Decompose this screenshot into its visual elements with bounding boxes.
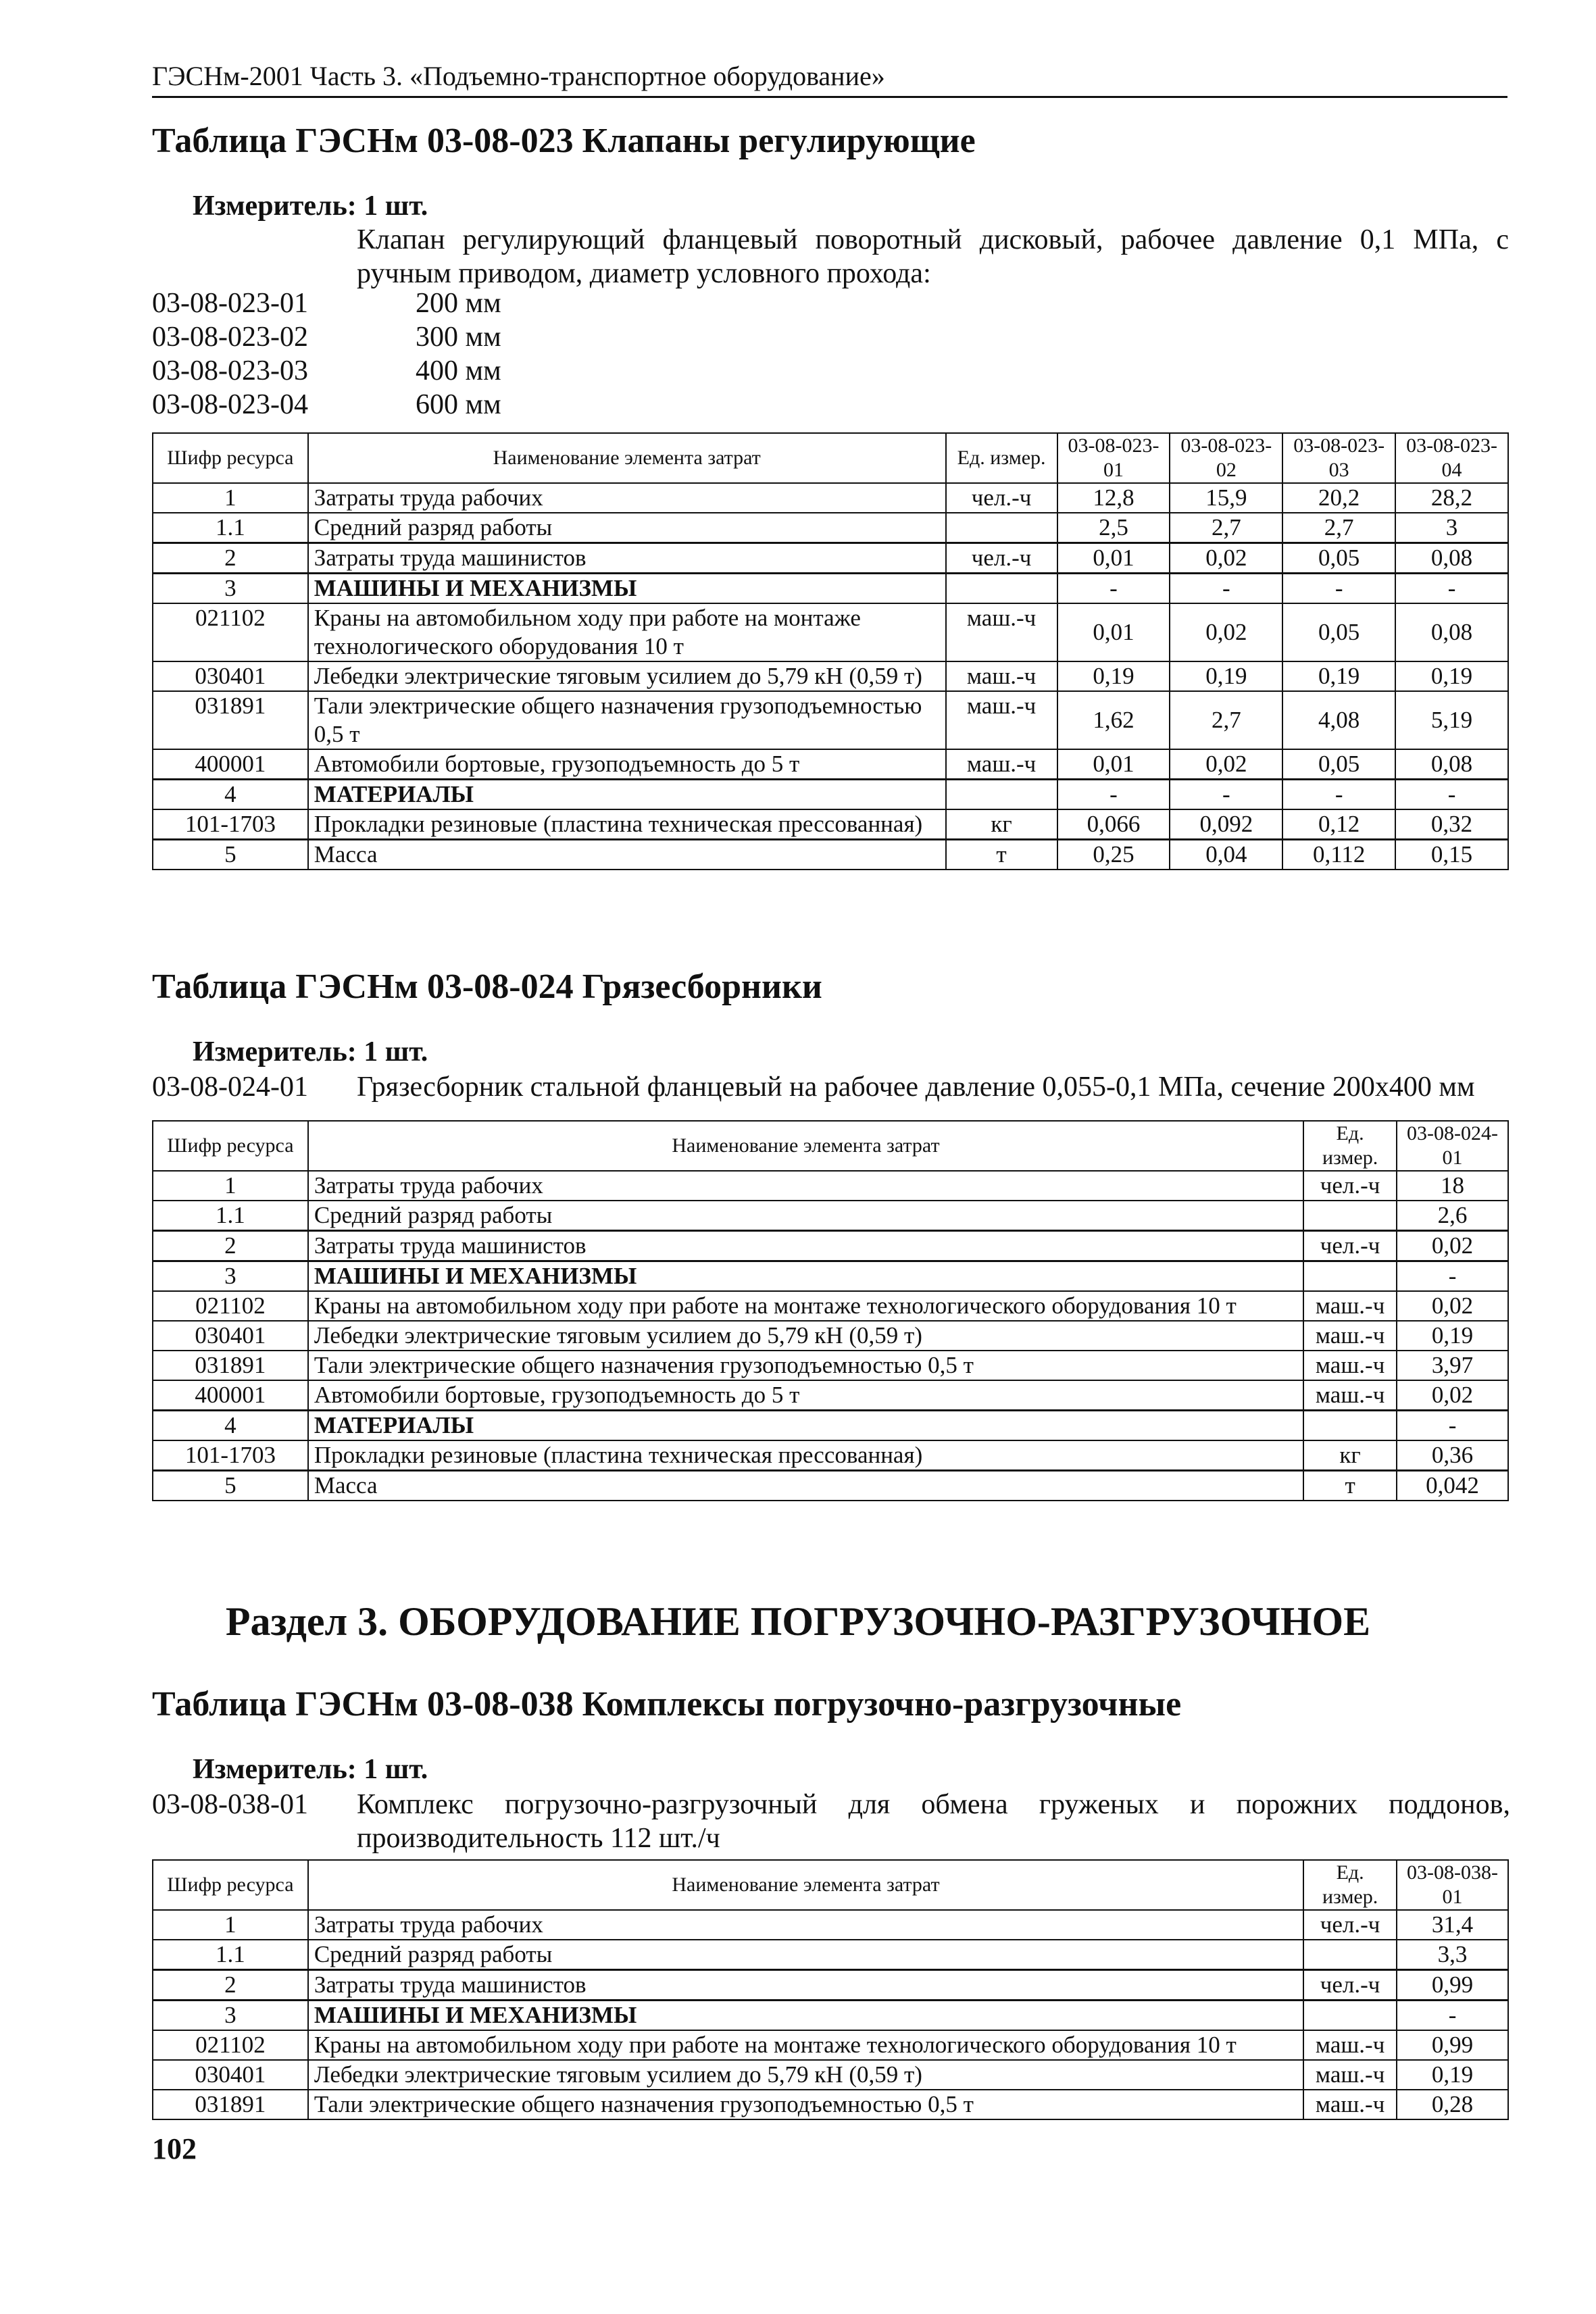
cost-element-name: Масса	[308, 840, 946, 870]
code-row	[152, 320, 618, 354]
header-name: Наименование элемента затрат	[308, 1860, 1303, 1910]
resource-code: 031891	[153, 1351, 308, 1380]
meter-label: Измеритель:	[193, 1036, 357, 1067]
resource-code: 1	[153, 1171, 308, 1201]
cost-element-name: Затраты труда машинистов	[308, 1970, 1303, 2001]
header-name: Наименование элемента затрат	[308, 433, 946, 483]
norm-table-03-08-023	[152, 432, 1509, 870]
header-col: 03-08-023-03	[1282, 433, 1395, 483]
unit: маш.-ч	[946, 691, 1057, 749]
cost-element-name: Затраты труда рабочих	[308, 483, 946, 513]
cost-element-name: Тали электрические общего назначения грузоподъемностью 0,5 т	[308, 2090, 1303, 2119]
cost-element-name: МАШИНЫ И МЕХАНИЗМЫ	[308, 2001, 1303, 2031]
value-cell: 0,02	[1397, 1231, 1508, 1261]
resource-code: 031891	[153, 691, 308, 749]
value-cell: -	[1397, 2001, 1508, 2031]
resource-code: 021102	[153, 603, 308, 661]
cost-element-name: Затраты труда машинистов	[308, 543, 946, 574]
cost-element-name: Краны на автомобильном ходу при работе на монтаже технологического оборудования 10 т	[308, 603, 946, 661]
resource-code: 5	[153, 840, 308, 870]
value-cell: -	[1397, 1261, 1508, 1292]
value-cell: 0,02	[1170, 543, 1282, 574]
value-cell: -	[1395, 574, 1508, 604]
table-row	[153, 1351, 1508, 1380]
code-row	[152, 286, 618, 320]
resource-code: 030401	[153, 2060, 308, 2090]
value-cell: 0,19	[1395, 661, 1508, 691]
table-row	[153, 1440, 1508, 1471]
header-unit: Ед. измер.	[1303, 1121, 1397, 1171]
page-number: 102	[152, 2132, 197, 2165]
value-cell: 0,99	[1397, 1970, 1508, 2001]
value-cell: 3,3	[1397, 1940, 1508, 1970]
code-description-row	[152, 1788, 1510, 1855]
code: 03-08-038-01	[152, 1789, 308, 1820]
header-col: 03-08-024-01	[1397, 1121, 1508, 1171]
header-col: 03-08-038-01	[1397, 1860, 1508, 1910]
value-cell: -	[1170, 780, 1282, 810]
header-unit: Ед. измер.	[946, 433, 1057, 483]
section-title: Раздел 3. ОБОРУДОВАНИЕ ПОГРУЗОЧНО-РАЗГРУЗОЧНОЕ	[225, 1599, 1371, 1644]
table-row	[153, 543, 1508, 574]
value-cell: 2,7	[1170, 691, 1282, 749]
value-cell: 0,19	[1282, 661, 1395, 691]
value-cell: 2,5	[1057, 513, 1170, 543]
cost-element-name: Краны на автомобильном ходу при работе на монтаже технологического оборудования 10 т	[308, 2030, 1303, 2060]
cost-element-name: Средний разряд работы	[308, 513, 946, 543]
value-cell: 0,12	[1282, 809, 1395, 840]
value-cell: 0,08	[1395, 603, 1508, 661]
unit: кг	[1303, 1440, 1397, 1471]
unit: чел.-ч	[946, 483, 1057, 513]
table-row	[153, 1261, 1508, 1292]
unit	[1303, 1201, 1397, 1231]
resource-code: 101-1703	[153, 1440, 308, 1471]
value-cell: 0,25	[1057, 840, 1170, 870]
code-row	[152, 388, 618, 422]
unit: чел.-ч	[1303, 1910, 1397, 1940]
code-list	[152, 286, 618, 422]
value-cell: 2,7	[1170, 513, 1282, 543]
cost-element-name: Затраты труда рабочих	[308, 1171, 1303, 1201]
unit	[1303, 1940, 1397, 1970]
unit	[946, 780, 1057, 810]
table-row	[153, 2060, 1508, 2090]
table-row	[153, 1411, 1508, 1441]
resource-code: 2	[153, 543, 308, 574]
running-head: ГЭСНм-2001 Часть 3. «Подъемно-транспортное оборудование»	[152, 59, 1507, 98]
resource-code: 031891	[153, 2090, 308, 2119]
value-cell: 0,05	[1282, 603, 1395, 661]
value-cell: 0,19	[1397, 2060, 1508, 2090]
unit: маш.-ч	[1303, 2060, 1397, 2090]
norm-table-03-08-038	[152, 1859, 1509, 2120]
table-row	[153, 840, 1508, 870]
unit: маш.-ч	[1303, 2030, 1397, 2060]
meter-value: 1 шт.	[364, 1036, 428, 1067]
value-cell: 0,04	[1170, 840, 1282, 870]
value-cell: 28,2	[1395, 483, 1508, 513]
unit: кг	[946, 809, 1057, 840]
resource-code: 030401	[153, 661, 308, 691]
meter-label: Измеритель:	[193, 1754, 357, 1785]
resource-code: 021102	[153, 1291, 308, 1321]
code: 03-08-023-04	[152, 389, 308, 420]
value-cell: 0,02	[1170, 603, 1282, 661]
value-cell: 0,05	[1282, 543, 1395, 574]
unit: маш.-ч	[946, 603, 1057, 661]
resource-code: 3	[153, 574, 308, 604]
value-cell: 0,01	[1057, 603, 1170, 661]
diameter: 300 мм	[416, 322, 501, 353]
cost-element-name: Тали электрические общего назначения грузоподъемностью 0,5 т	[308, 691, 946, 749]
value-cell: 0,19	[1170, 661, 1282, 691]
value-cell: 0,19	[1057, 661, 1170, 691]
meter-line	[193, 1035, 428, 1069]
value-cell: 0,28	[1397, 2090, 1508, 2119]
resource-code: 1.1	[153, 513, 308, 543]
cost-element-name: Средний разряд работы	[308, 1201, 1303, 1231]
cost-element-name: МАТЕРИАЛЫ	[308, 780, 946, 810]
resource-code: 2	[153, 1970, 308, 2001]
table-row	[153, 1171, 1508, 1201]
cost-element-name: Тали электрические общего назначения грузоподъемностью 0,5 т	[308, 1351, 1303, 1380]
value-cell: 2,6	[1397, 1201, 1508, 1231]
value-cell: 0,99	[1397, 2030, 1508, 2060]
table-row	[153, 1231, 1508, 1261]
table-title-03-08-024: Таблица ГЭСНм 03-08-024 Грязесборники	[152, 967, 822, 1006]
table-row	[153, 513, 1508, 543]
value-cell: -	[1282, 780, 1395, 810]
meter-line	[193, 189, 428, 223]
header-col: 03-08-023-01	[1057, 433, 1170, 483]
value-cell: 0,02	[1397, 1291, 1508, 1321]
meter-value: 1 шт.	[364, 191, 428, 222]
resource-code: 1	[153, 483, 308, 513]
value-cell: 0,32	[1395, 809, 1508, 840]
cost-element-name: Лебедки электрические тяговым усилием до 5,79 кН (0,59 т)	[308, 2060, 1303, 2090]
table-row	[153, 1970, 1508, 2001]
diameter: 600 мм	[416, 389, 501, 420]
value-cell: 5,19	[1395, 691, 1508, 749]
value-cell: -	[1170, 574, 1282, 604]
value-cell: 12,8	[1057, 483, 1170, 513]
resource-code: 101-1703	[153, 809, 308, 840]
value-cell: 0,36	[1397, 1440, 1508, 1471]
value-cell: 0,02	[1397, 1380, 1508, 1411]
table-row	[153, 1201, 1508, 1231]
resource-code: 3	[153, 1261, 308, 1292]
unit: т	[946, 840, 1057, 870]
value-cell: 2,7	[1282, 513, 1395, 543]
code-description-row	[152, 1070, 1510, 1104]
table-row	[153, 809, 1508, 840]
norm-table-03-08-024	[152, 1120, 1509, 1501]
header-col: 03-08-023-02	[1170, 433, 1282, 483]
table-row	[153, 574, 1508, 604]
header-code: Шифр ресурса	[153, 1121, 308, 1171]
value-cell: 3	[1395, 513, 1508, 543]
table-row	[153, 1380, 1508, 1411]
resource-code: 1.1	[153, 1940, 308, 1970]
unit: чел.-ч	[946, 543, 1057, 574]
table-description: Клапан регулирующий фланцевый поворотный дисковый, рабочее давление 0,1 МПа, с ручным приводом, диаметр условного прохода:	[357, 224, 1509, 289]
value-cell: -	[1397, 1411, 1508, 1441]
table-row	[153, 2090, 1508, 2119]
resource-code: 030401	[153, 1321, 308, 1351]
table-row	[153, 749, 1508, 780]
unit: чел.-ч	[1303, 1970, 1397, 2001]
value-cell: 15,9	[1170, 483, 1282, 513]
resource-code: 021102	[153, 2030, 308, 2060]
value-cell: 3,97	[1397, 1351, 1508, 1380]
code: 03-08-023-02	[152, 322, 308, 353]
unit: маш.-ч	[1303, 1291, 1397, 1321]
resource-code: 1	[153, 1910, 308, 1940]
resource-code: 3	[153, 2001, 308, 2031]
header-code: Шифр ресурса	[153, 1860, 308, 1910]
cost-element-name: Затраты труда рабочих	[308, 1910, 1303, 1940]
cost-element-name: Лебедки электрические тяговым усилием до 5,79 кН (0,59 т)	[308, 1321, 1303, 1351]
header-name: Наименование элемента затрат	[308, 1121, 1303, 1171]
table-row	[153, 1321, 1508, 1351]
header-col: 03-08-023-04	[1395, 433, 1508, 483]
cost-element-name: Средний разряд работы	[308, 1940, 1303, 1970]
cost-element-name: Прокладки резиновые (пластина техническая прессованная)	[308, 809, 946, 840]
value-cell: 4,08	[1282, 691, 1395, 749]
cost-element-name: Затраты труда машинистов	[308, 1231, 1303, 1261]
cost-element-name: Автомобили бортовые, грузоподъемность до 5 т	[308, 749, 946, 780]
cost-element-name: МАШИНЫ И МЕХАНИЗМЫ	[308, 574, 946, 604]
resource-code: 4	[153, 780, 308, 810]
unit	[946, 513, 1057, 543]
table-row	[153, 691, 1508, 749]
cost-element-name: Прокладки резиновые (пластина техническая прессованная)	[308, 1440, 1303, 1471]
table-row	[153, 483, 1508, 513]
header-code: Шифр ресурса	[153, 433, 308, 483]
code: 03-08-023-03	[152, 355, 308, 386]
code: 03-08-023-01	[152, 288, 308, 319]
value-cell: 0,01	[1057, 543, 1170, 574]
value-cell: -	[1057, 574, 1170, 604]
value-cell: 0,092	[1170, 809, 1282, 840]
resource-code: 2	[153, 1231, 308, 1261]
table-row	[153, 2030, 1508, 2060]
table-title-03-08-023: Таблица ГЭСНм 03-08-023 Клапаны регулирующие	[152, 122, 976, 160]
unit: т	[1303, 1471, 1397, 1501]
value-cell: -	[1282, 574, 1395, 604]
resource-code: 5	[153, 1471, 308, 1501]
cost-element-name: Автомобили бортовые, грузоподъемность до 5 т	[308, 1380, 1303, 1411]
value-cell: 0,15	[1395, 840, 1508, 870]
diameter: 400 мм	[416, 355, 501, 386]
table-description: Грязесборник стальной фланцевый на рабочее давление 0,055-0,1 МПа, сечение 200х400 мм	[357, 1072, 1475, 1103]
value-cell: 0,08	[1395, 749, 1508, 780]
unit: маш.-ч	[1303, 1351, 1397, 1380]
diameter: 200 мм	[416, 288, 501, 319]
unit	[1303, 2001, 1397, 2031]
table-description: Комплекс погрузочно-разгрузочный для обмена груженых и порожних поддонов, производительность 112 шт./ч	[357, 1789, 1510, 1854]
resource-code: 400001	[153, 1380, 308, 1411]
meter-value: 1 шт.	[364, 1754, 428, 1785]
table-row	[153, 1471, 1508, 1501]
cost-element-name: Лебедки электрические тяговым усилием до 5,79 кН (0,59 т)	[308, 661, 946, 691]
value-cell: 18	[1397, 1171, 1508, 1201]
resource-code: 1.1	[153, 1201, 308, 1231]
unit: маш.-ч	[946, 749, 1057, 780]
value-cell: 0,02	[1170, 749, 1282, 780]
table-row	[153, 780, 1508, 810]
resource-code: 4	[153, 1411, 308, 1441]
value-cell: -	[1395, 780, 1508, 810]
value-cell: 0,112	[1282, 840, 1395, 870]
resource-code: 400001	[153, 749, 308, 780]
meter-line	[193, 1753, 428, 1786]
unit: маш.-ч	[1303, 2090, 1397, 2119]
unit: маш.-ч	[1303, 1380, 1397, 1411]
cost-element-name: Краны на автомобильном ходу при работе на монтаже технологического оборудования 10 т	[308, 1291, 1303, 1321]
unit	[1303, 1261, 1397, 1292]
unit: маш.-ч	[1303, 1321, 1397, 1351]
table-title-03-08-038: Таблица ГЭСНм 03-08-038 Комплексы погрузочно-разгрузочные	[152, 1685, 1182, 1724]
unit: чел.-ч	[1303, 1231, 1397, 1261]
meter-label: Измеритель:	[193, 191, 357, 222]
table-row	[153, 603, 1508, 661]
table-row	[153, 1940, 1508, 1970]
value-cell: 0,05	[1282, 749, 1395, 780]
value-cell: 0,19	[1397, 1321, 1508, 1351]
value-cell: 0,01	[1057, 749, 1170, 780]
value-cell: 0,066	[1057, 809, 1170, 840]
code-row	[152, 354, 618, 388]
header-unit: Ед. измер.	[1303, 1860, 1397, 1910]
table-row	[153, 1291, 1508, 1321]
cost-element-name: МАШИНЫ И МЕХАНИЗМЫ	[308, 1261, 1303, 1292]
table-row	[153, 2001, 1508, 2031]
table-row	[153, 1910, 1508, 1940]
value-cell: 20,2	[1282, 483, 1395, 513]
code: 03-08-024-01	[152, 1072, 308, 1103]
unit: чел.-ч	[1303, 1171, 1397, 1201]
value-cell: 1,62	[1057, 691, 1170, 749]
unit	[1303, 1411, 1397, 1441]
cost-element-name: Масса	[308, 1471, 1303, 1501]
table-row	[153, 661, 1508, 691]
value-cell: 0,042	[1397, 1471, 1508, 1501]
value-cell: 31,4	[1397, 1910, 1508, 1940]
value-cell: 0,08	[1395, 543, 1508, 574]
unit: маш.-ч	[946, 661, 1057, 691]
unit	[946, 574, 1057, 604]
value-cell: -	[1057, 780, 1170, 810]
cost-element-name: МАТЕРИАЛЫ	[308, 1411, 1303, 1441]
